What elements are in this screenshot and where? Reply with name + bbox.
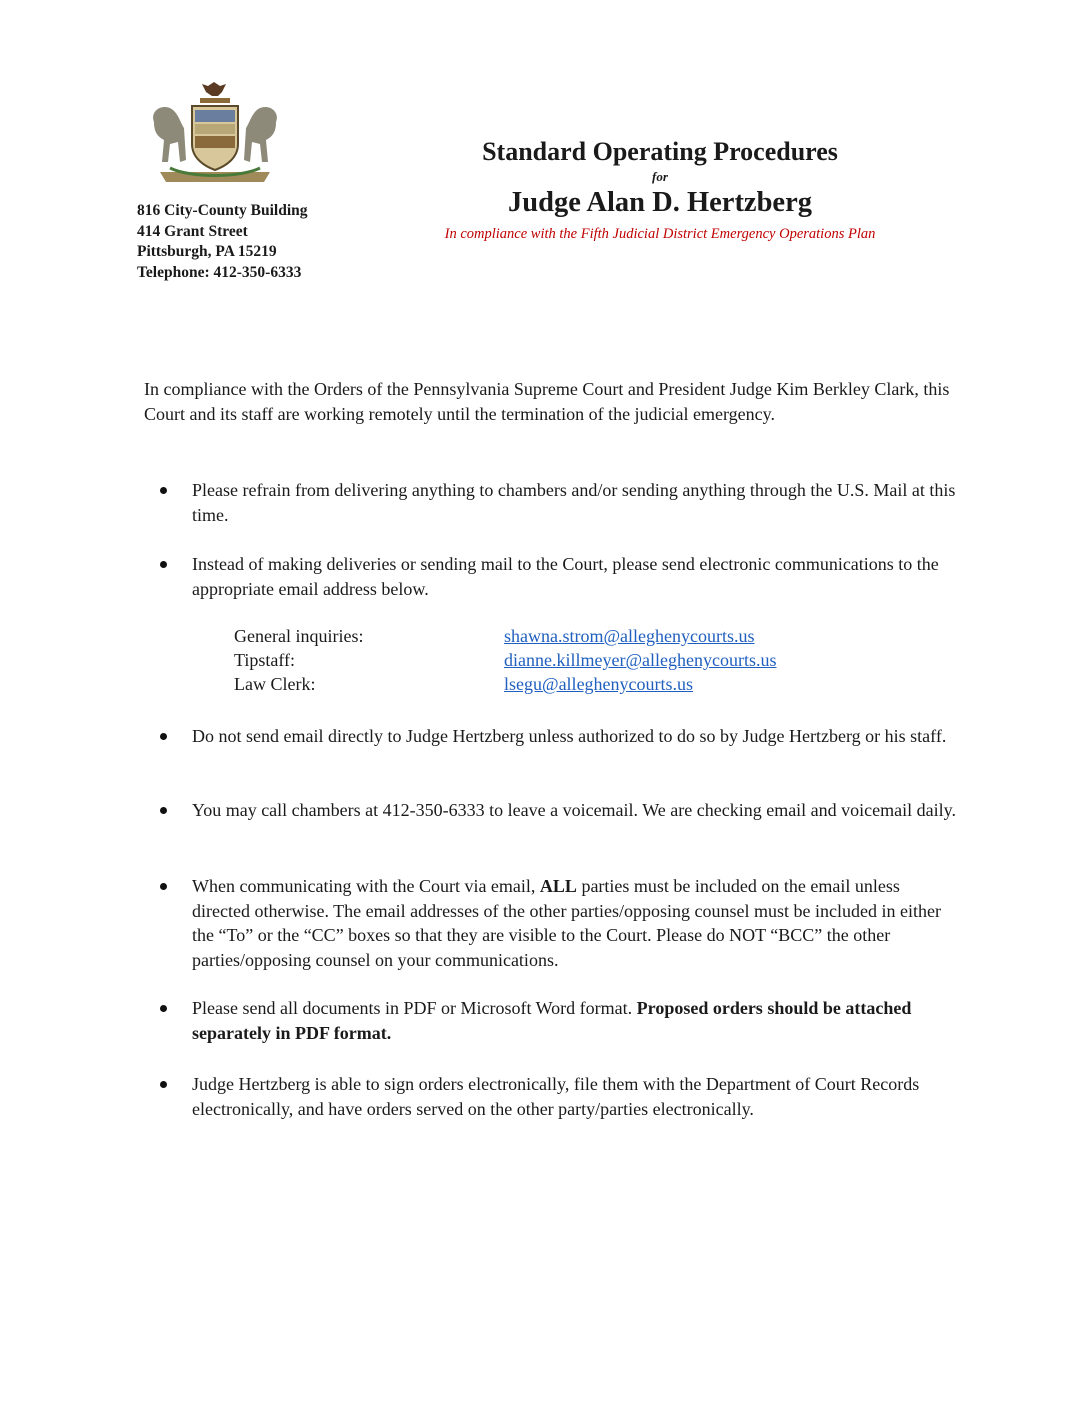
bullet-emphasis: Proposed orders should be attached separately in PDF format. xyxy=(192,998,912,1043)
address-line-telephone: Telephone: 412-350-6333 xyxy=(137,263,302,281)
contact-row-tipstaff xyxy=(234,648,777,672)
address-line-building: 816 City-County Building xyxy=(137,202,308,219)
contact-email-link[interactable]: lsegu@alleghenycourts.us xyxy=(504,674,694,694)
address-line-street: 414 Grant Street xyxy=(137,222,248,240)
contact-list xyxy=(234,624,777,696)
bullet-text-part: When communicating with the Court via email, xyxy=(192,876,540,896)
bullet-item-all-parties xyxy=(160,874,960,972)
chambers-address xyxy=(137,201,308,283)
bullet-icon xyxy=(160,1005,167,1012)
bullet-text: You may call chambers at 412-350-6333 to leave a voicemail. We are checking email and voicemail daily. xyxy=(192,800,956,820)
for-text: for xyxy=(652,169,668,184)
bullet-item-email-instead xyxy=(160,552,960,601)
bullet-item-voicemail xyxy=(160,798,960,823)
bullet-text-part: parties must be included on the email unless directed otherwise. The email addresses of the other parties/opposing counsel must be included in either the “To” or the “CC” boxes so that they are visible to the Court. Please do NOT “BCC” the other parties/opposing counsel on your communications. xyxy=(192,876,941,970)
bullet-item-electronic-orders xyxy=(160,1072,960,1121)
bullet-text xyxy=(192,996,960,1045)
judge-name: Judge Alan D. Hertzberg xyxy=(508,187,812,218)
bullet-item-no-deliveries xyxy=(160,478,960,527)
bullet-icon xyxy=(160,1081,167,1088)
bullet-text xyxy=(192,874,960,972)
contact-label: Law Clerk: xyxy=(234,674,316,694)
bullet-icon xyxy=(160,883,167,890)
bullet-text: Please refrain from delivering anything to chambers and/or sending anything through the U.S. Mail at this time. xyxy=(192,480,956,525)
bullet-text-part: Please send all documents in PDF or Microsoft Word format. xyxy=(192,998,637,1018)
contact-row-law-clerk xyxy=(234,672,777,696)
bullet-emphasis: ALL xyxy=(539,876,577,896)
contact-email-link[interactable]: shawna.strom@alleghenycourts.us xyxy=(504,626,755,646)
bullet-text: Judge Hertzberg is able to sign orders electronically, file them with the Department of Court Records electronically, and have orders served on the other party/parties electronically. xyxy=(192,1074,920,1119)
title-block xyxy=(430,136,890,243)
compliance-note: In compliance with the Fifth Judicial District Emergency Operations Plan xyxy=(444,226,876,242)
bullet-text: Do not send email directly to Judge Hertzberg unless authorized to do so by Judge Hertzberg or his staff. xyxy=(192,726,947,746)
pennsylvania-coat-of-arms-seal xyxy=(140,82,290,192)
bullet-icon xyxy=(160,487,167,494)
address-line-city: Pittsburgh, PA 15219 xyxy=(137,243,277,260)
bullet-icon xyxy=(160,733,167,740)
bullet-text: Instead of making deliveries or sending mail to the Court, please send electronic communications to the appropriate email address below. xyxy=(192,554,939,599)
contact-row-general xyxy=(234,624,777,648)
bullet-item-document-format xyxy=(160,996,960,1045)
document-title: Standard Operating Procedures xyxy=(482,137,838,166)
bullet-icon xyxy=(160,561,167,568)
contact-label: General inquiries: xyxy=(234,626,364,646)
bullet-item-no-direct-email xyxy=(160,724,960,749)
contact-email-link[interactable]: dianne.killmeyer@alleghenycourts.us xyxy=(504,650,777,670)
bullet-icon xyxy=(160,807,167,814)
intro-paragraph: In compliance with the Orders of the Pennsylvania Supreme Court and President Judge Kim Berkley Clark, this Court and its staff are working remotely until the termination of the judicial emergency. xyxy=(144,379,950,424)
contact-label: Tipstaff: xyxy=(234,650,296,670)
